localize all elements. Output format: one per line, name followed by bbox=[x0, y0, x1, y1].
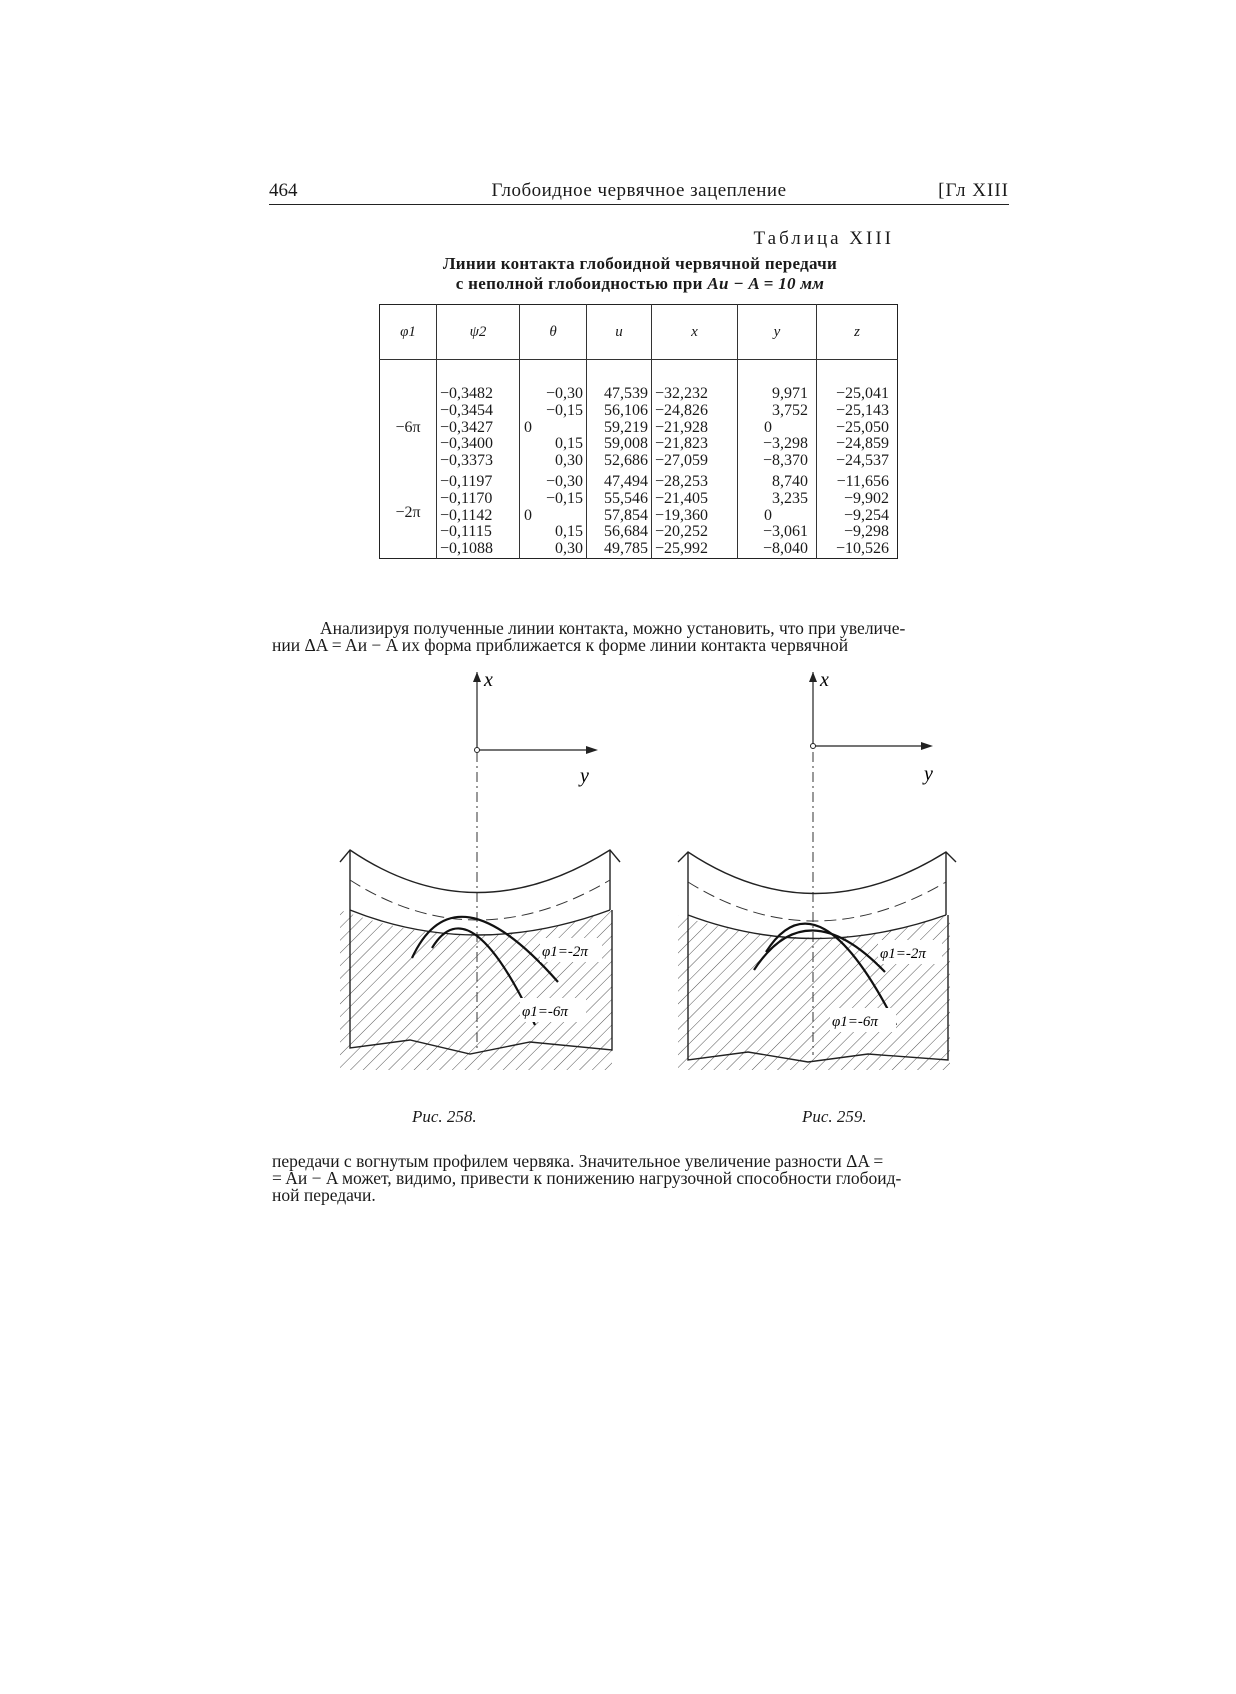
u-cell: 47,494 bbox=[604, 472, 648, 490]
running-header bbox=[269, 180, 1009, 205]
theta-cell: 0,30 bbox=[555, 540, 583, 558]
z-column bbox=[817, 360, 898, 559]
psi2-cell: −0,1142 bbox=[440, 506, 493, 524]
axis-label-y: y bbox=[580, 765, 589, 787]
x-cell: −20,252 bbox=[655, 523, 709, 541]
psi2-cell: −0,3373 bbox=[440, 452, 494, 470]
psi2-cell: −0,1197 bbox=[440, 472, 493, 490]
z-cell: −25,050 bbox=[835, 418, 889, 436]
x-cell: −19,360 bbox=[655, 506, 709, 524]
psi2-cell: −0,3482 bbox=[440, 385, 494, 402]
curve-label-6pi: φ1=-6π bbox=[832, 1014, 878, 1030]
u-cell: 57,854 bbox=[604, 506, 648, 524]
theta-cell: 0 bbox=[524, 506, 532, 524]
y-cell: −3,061 bbox=[762, 523, 808, 541]
u-cell: 56,684 bbox=[604, 523, 648, 541]
z-cell: −11,656 bbox=[836, 472, 889, 490]
z-cell: −9,254 bbox=[843, 506, 889, 524]
phi1-column bbox=[380, 360, 437, 559]
y-axis-arrow-icon bbox=[921, 742, 933, 750]
z-cell: −24,859 bbox=[835, 435, 889, 453]
origin-point bbox=[811, 744, 816, 749]
theta-cell: −0,15 bbox=[545, 401, 583, 419]
paragraph-1-line2: нии ΔA = Aи − A их форма приближается к форме линии контакта червячной bbox=[272, 635, 849, 655]
u-cell: 49,785 bbox=[604, 540, 648, 558]
u-cell: 59,219 bbox=[604, 418, 648, 436]
z-cell: −24,537 bbox=[835, 452, 889, 470]
x-cell: −21,928 bbox=[655, 418, 709, 436]
paragraph-1-line1: Анализируя полученные линии контакта, можно установить, что при увеличе- bbox=[320, 618, 906, 638]
y-cell: 9,971 bbox=[772, 385, 808, 402]
running-title: Глобоидное червячное зацепление bbox=[491, 180, 787, 201]
y-cell: −8,370 bbox=[762, 452, 808, 470]
x-cell: −24,826 bbox=[655, 401, 709, 419]
col-header-psi2: ψ2 bbox=[437, 305, 520, 360]
theta-cell: 0,15 bbox=[555, 523, 583, 541]
theta-cell: −0,30 bbox=[545, 472, 583, 490]
psi2-cell: −0,3427 bbox=[440, 418, 494, 436]
x-cell: −27,059 bbox=[655, 452, 709, 470]
theta-column bbox=[520, 360, 587, 559]
axis-label-x: x bbox=[820, 670, 829, 691]
y-cell: 3,752 bbox=[772, 401, 808, 419]
y-cell: 0 bbox=[764, 418, 772, 436]
figure-258 bbox=[330, 670, 640, 1070]
table-caption-line1: Линии контакта глобоидной червячной передачи bbox=[442, 254, 838, 273]
y-cell: 0 bbox=[764, 506, 772, 524]
x-cell: −28,253 bbox=[655, 472, 709, 490]
theta-cell: −0,15 bbox=[545, 489, 583, 507]
table-body-row bbox=[380, 360, 898, 559]
table-caption-formula: Aи − A = 10 мм bbox=[707, 274, 825, 293]
curve-label-6pi: φ1=-6π bbox=[522, 1004, 568, 1020]
u-cell: 55,546 bbox=[604, 489, 648, 507]
z-cell: −25,143 bbox=[835, 401, 889, 419]
theta-cell: 0,30 bbox=[555, 452, 583, 470]
x-cell: −32,232 bbox=[655, 385, 709, 402]
y-cell: 8,740 bbox=[772, 472, 808, 490]
psi2-cell: −0,1170 bbox=[440, 489, 493, 507]
x-cell: −25,992 bbox=[655, 540, 709, 558]
u-cell: 47,539 bbox=[604, 385, 648, 402]
phi1-group-2: −2π bbox=[395, 503, 421, 521]
page-number: 464 bbox=[269, 180, 298, 201]
figure-259-caption: Рис. 259. bbox=[802, 1107, 867, 1126]
u-column bbox=[587, 360, 652, 559]
col-header-phi1: φ1 bbox=[380, 305, 437, 360]
z-cell: −25,041 bbox=[835, 385, 889, 402]
table-label: Таблица XIII bbox=[753, 228, 894, 249]
psi2-cell: −0,3400 bbox=[440, 435, 494, 453]
origin-point bbox=[475, 748, 480, 753]
col-header-z: z bbox=[817, 305, 898, 360]
u-cell: 52,686 bbox=[604, 452, 648, 470]
psi2-cell: −0,1088 bbox=[440, 540, 494, 558]
paragraph-2-line2: = Aи − A может, видимо, привести к понижению нагрузочной способности глобоид- bbox=[272, 1168, 902, 1188]
col-header-u: u bbox=[587, 305, 652, 360]
figure-259 bbox=[668, 670, 978, 1070]
curve-label-2pi: φ1=-2π bbox=[880, 946, 926, 962]
y-cell: 3,235 bbox=[772, 489, 808, 507]
table-header-row bbox=[380, 305, 898, 360]
psi2-cell: −0,3454 bbox=[440, 401, 494, 419]
z-cell: −9,902 bbox=[843, 489, 889, 507]
theta-cell: 0,15 bbox=[555, 435, 583, 453]
contact-lines-table bbox=[379, 304, 898, 559]
theta-cell: −0,30 bbox=[545, 385, 583, 402]
paragraph-2 bbox=[272, 1153, 1009, 1204]
col-header-x: x bbox=[652, 305, 738, 360]
theta-cell: 0 bbox=[524, 418, 532, 436]
axis-label-y: y bbox=[924, 763, 933, 785]
phi1-group-1: −6π bbox=[395, 419, 421, 436]
paragraph-1 bbox=[272, 620, 1009, 654]
paragraph-2-line1: передачи с вогнутым профилем червяка. Значительное увеличение разности ΔA = bbox=[272, 1151, 884, 1171]
curve-label-2pi: φ1=-2π bbox=[542, 944, 588, 960]
x-column bbox=[652, 360, 738, 559]
table-caption bbox=[380, 254, 900, 294]
z-cell: −9,298 bbox=[843, 523, 889, 541]
z-cell: −10,526 bbox=[835, 540, 889, 558]
y-column bbox=[738, 360, 817, 559]
y-cell: −8,040 bbox=[762, 540, 808, 558]
table-caption-line2: с неполной глобоидностью при Aи − A = 10 мм bbox=[455, 274, 825, 293]
col-header-theta: θ bbox=[520, 305, 587, 360]
u-cell: 56,106 bbox=[604, 401, 648, 419]
psi2-column bbox=[437, 360, 520, 559]
psi2-cell: −0,1115 bbox=[440, 523, 492, 541]
paragraph-2-line3: ной передачи. bbox=[272, 1185, 376, 1205]
col-header-y: y bbox=[738, 305, 817, 360]
y-cell: −3,298 bbox=[762, 435, 808, 453]
u-cell: 59,008 bbox=[604, 435, 648, 453]
x-axis-arrow-icon bbox=[473, 672, 481, 682]
axis-label-x: x bbox=[484, 670, 493, 691]
x-cell: −21,405 bbox=[655, 489, 709, 507]
x-axis-arrow-icon bbox=[809, 672, 817, 682]
y-axis-arrow-icon bbox=[586, 746, 598, 754]
chapter-label: [Гл XIII bbox=[938, 180, 1009, 201]
x-cell: −21,823 bbox=[655, 435, 709, 453]
figure-258-caption: Рис. 258. bbox=[412, 1107, 477, 1126]
